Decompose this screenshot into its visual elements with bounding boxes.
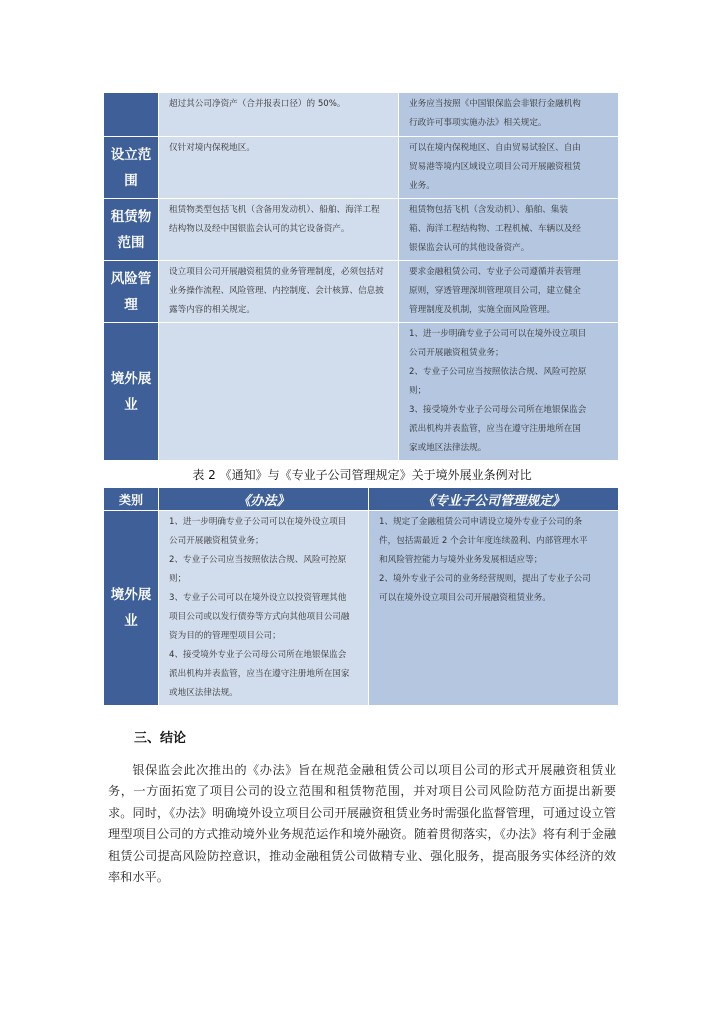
comparison-table-2 [103, 487, 619, 706]
header-col2: 《专业子公司管理规定》 [369, 488, 619, 511]
table-cell: 设立项目公司开展融资租赁的业务管理制度，必须包括对 业务操作流程、风险管理、内控制度、会计核算、信息披 露等内容的相关规定。 [159, 261, 399, 323]
row-label: 风险管理 [104, 261, 159, 323]
table-row [104, 199, 619, 261]
table-row [104, 323, 619, 461]
row-label: 租赁物范围 [104, 199, 159, 261]
table-cell: 租赁物包括飞机（含发动机）、船舶、集装 箱、海洋工程结构物、工程机械、车辆以及经 银保监会认可的其他设备资产。 [399, 199, 619, 261]
row-label [104, 93, 159, 137]
table-cell: 1、进一步明确专业子公司可以在境外设立项目 公司开展融资租赁业务； 2、专业子公司应当按照依法合规、风险可控原 则； 3、专业子公司可以在境外设立以投资管理其他 项目公司或以发行债券等方式向其他项目公司融 资为目的的管理型项目公司； 4、接受境外专业子公司母公司所在地银保监会 派出机构并表监管，应当在遵守注册地所在国家 或地区法律法规。 [159, 511, 369, 706]
header-category: 类别 [104, 488, 159, 511]
table-cell: 1、规定了金融租赁公司申请设立境外专业子公司的条 件，包括需最近 2 个会计年度连续盈利、内部管理水平 和风险管控能力与境外业务发展相适应等； 2、境外专业子公司的业务经营规则，提出了专业子公司 可以在境外设立项目公司开展融资租赁业务。 [369, 511, 619, 706]
row-label: 境外展业 [104, 511, 159, 706]
section-heading: 三、结论 [134, 731, 187, 746]
table-row [104, 93, 619, 137]
table-cell: 租赁物类型包括飞机（含备用发动机）、船舶、海洋工程 结构物以及经中国银监会认可的其它设备资产。 [159, 199, 399, 261]
table-cell: 1、进一步明确专业子公司可以在境外设立项目 公司开展融资租赁业务； 2、专业子公司应当按照依法合规、风险可控原 则； 3、接受境外专业子公司母公司所在地银保监会 派出机构并表监管，应当在遵守注册地所在国 家或地区法律法规。 [399, 323, 619, 461]
table-cell: 可以在境内保税地区、自由贸易试验区、自由 贸易港等境内区域设立项目公司开展融资租赁 业务。 [399, 137, 619, 199]
row-label: 设立范围 [104, 137, 159, 199]
table-row [104, 137, 619, 199]
table-row [104, 511, 619, 706]
comparison-table-1 [103, 92, 619, 461]
table-cell [159, 323, 399, 461]
table-header-row [104, 488, 619, 511]
table-cell: 要求金融租赁公司、专业子公司遵循并表管理 原则，穿透管理深圳管理项目公司，建立健全 管理制度及机制，实施全面风险管理。 [399, 261, 619, 323]
conclusion-paragraph: 银保监会此次推出的《办法》旨在规范金融租赁公司以项目公司的形式开展融资租赁业务，一方面拓宽了项目公司的设立范围和租赁物范围，并对项目公司风险防范方面提出新要求。同时，《办法》明确境外设立项目公司开展融资租赁业务时需强化监督管理，可通过设立管理型项目公司的方式推动境外业务规范运作和境外融资。随着贯彻落实，《办法》将有利于金融租赁公司提高风险防控意识，推动金融租赁公司做精专业、强化服务，提高服务实体经济的效率和水平。 [108, 763, 617, 885]
header-col1: 《办法》 [159, 488, 369, 511]
table-caption: 表 2 《通知》与《专业子公司管理规定》关于境外展业条例对比 [192, 468, 532, 482]
table-cell: 业务应当按照《中国银保监会非银行金融机构 行政许可事项实施办法》相关规定。 [399, 93, 619, 137]
table-cell: 超过其公司净资产（合并报表口径）的 50%。 [159, 93, 399, 137]
table-cell: 仅针对境内保税地区。 [159, 137, 399, 199]
table-row [104, 261, 619, 323]
row-label: 境外展业 [104, 323, 159, 461]
